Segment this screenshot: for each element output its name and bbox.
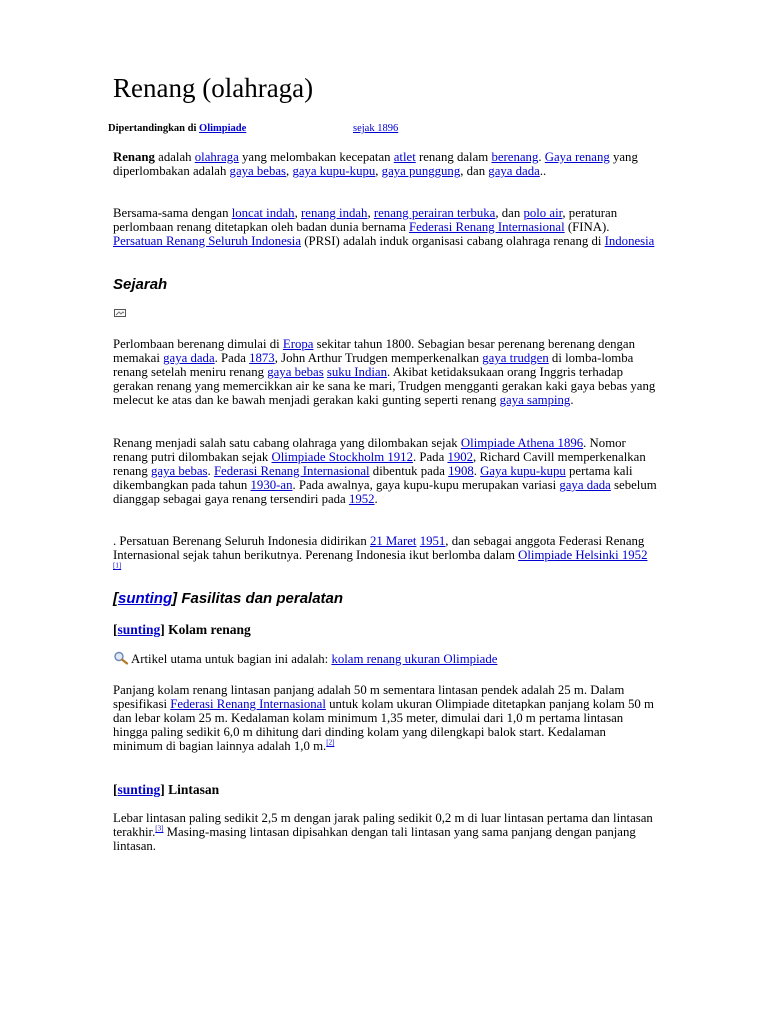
link-gaya-dada[interactable]: gaya dada <box>163 351 215 365</box>
edit-link-lintasan[interactable]: sunting <box>117 782 161 797</box>
reference-1[interactable]: [1] <box>113 561 122 570</box>
link-1951[interactable]: 1951 <box>419 534 446 548</box>
subsection-heading-kolam: [sunting] Kolam renang <box>113 622 251 637</box>
kolam-heading-text: Kolam renang <box>168 622 251 637</box>
link-berenang[interactable]: berenang <box>491 150 539 164</box>
intro-paragraph: Renang adalah olahraga yang melombakan kecepatan atlet renang dalam berenang. Gaya renang yang diperlombakan adalah gaya bebas, gaya kupu-kupu, gaya punggung, dan gaya dada.. <box>113 150 638 178</box>
governance-paragraph: Bersama-sama dengan loncat indah, renang indah, renang perairan terbuka, dan polo air, peraturan perlombaan renang ditetapkan oleh badan dunia bernama Federasi Renang Internasional (FINA). Persatuan Renang Seluruh Indonesia (PRSI) adalah induk organisasi cabang olahraga renang di Indonesia <box>113 206 655 248</box>
link-gaya-bebas[interactable]: gaya bebas <box>151 464 208 478</box>
link-1930-an[interactable]: 1930-an <box>250 478 293 492</box>
link-gaya-trudgen[interactable]: gaya trudgen <box>482 351 549 365</box>
link-1952[interactable]: 1952 <box>348 492 375 506</box>
olympics-label: Dipertandingkan di Olimpiade <box>108 123 247 134</box>
link-renang-indah[interactable]: renang indah <box>301 206 368 220</box>
link-gaya-renang[interactable]: Gaya renang <box>544 150 610 164</box>
link-21-maret[interactable]: 21 Maret <box>369 534 417 548</box>
edit-link-fasilitas[interactable]: sunting <box>118 590 173 607</box>
link-olimpiade-athena-1896[interactable]: Olimpiade Athena 1896 <box>460 436 584 450</box>
link-fina[interactable]: Federasi Renang Internasional <box>170 697 326 711</box>
link-gaya-bebas[interactable]: gaya bebas <box>267 365 324 379</box>
lintasan-heading-text: Lintasan <box>168 782 220 797</box>
link-fina[interactable]: Federasi Renang Internasional <box>213 464 370 478</box>
intro-term: Renang <box>113 150 155 164</box>
edit-link-kolam[interactable]: sunting <box>117 622 161 637</box>
link-gaya-samping[interactable]: gaya samping <box>499 393 571 407</box>
link-olahraga[interactable]: olahraga <box>194 150 239 164</box>
link-gaya-dada[interactable]: gaya dada <box>559 478 611 492</box>
link-1902[interactable]: 1902 <box>447 450 474 464</box>
link-indonesia[interactable]: Indonesia <box>604 234 655 248</box>
section-heading-sejarah: Sejarah <box>113 276 168 293</box>
link-prsi[interactable]: Persatuan Renang Seluruh Indonesia <box>113 234 301 248</box>
link-1908[interactable]: 1908 <box>448 464 474 478</box>
history-paragraph-2: Renang menjadi salah satu cabang olahraga yang dilombakan sejak Olimpiade Athena 1896. Nomor renang putri dilombakan sejak Olimpiade Stockholm 1912. Pada 1902, Richard Cavill memperkenalkan renang gaya bebas. Federasi Renang Internasional dibentuk pada 1908. Gaya kupu-kupu pertama kali dikembangkan pada tahun 1930-an. Pada awalnya, gaya kupu-kupu merupakan variasi gaya dada sebelum dianggap sebagai gaya renang tersendiri pada 1952. <box>113 436 657 506</box>
link-gaya-punggung[interactable]: gaya punggung <box>381 164 461 178</box>
magnifier-icon <box>113 651 131 665</box>
link-kolam-renang-olimpiade[interactable]: kolam renang ukuran Olimpiade <box>331 652 498 666</box>
link-gaya-kupu-kupu[interactable]: Gaya kupu-kupu <box>480 464 566 478</box>
section-heading-fasilitas: [sunting] Fasilitas dan peralatan <box>113 590 344 607</box>
link-gaya-kupu-kupu[interactable]: gaya kupu-kupu <box>292 164 376 178</box>
olimpiade-link[interactable]: Olimpiade <box>199 123 247 134</box>
lane-paragraph: Lebar lintasan paling sedikit 2,5 m dengan jarak paling sedikit 0,2 m di luar lintasan pertama dan lintasan terakhir.[3] Masing-masing lintasan dipisahkan dengan tali lintasan yang sama panjang dengan panjang lintasan. <box>113 811 653 853</box>
infobox-olympics <box>108 122 399 135</box>
link-eropa[interactable]: Eropa <box>282 337 314 351</box>
link-1873[interactable]: 1873 <box>249 351 275 365</box>
subsection-heading-lintasan: [sunting] Lintasan <box>113 782 220 797</box>
link-gaya-dada[interactable]: gaya dada <box>488 164 540 178</box>
history-paragraph-3: . Persatuan Berenang Seluruh Indonesia didirikan 21 Maret 1951, dan sebagai anggota Federasi Renang Internasional sejak tahun berikutnya. Perenang Indonesia ikut berlomba dalam Olimpiade Helsinki 1952 [1] <box>113 534 648 570</box>
main-article-note: Artikel utama untuk bagian ini adalah: kolam renang ukuran Olimpiade <box>113 651 658 666</box>
page-title: Renang (olahraga) <box>113 73 314 103</box>
fasilitas-heading-text: Fasilitas dan peralatan <box>181 590 344 607</box>
link-olimpiade-stockholm-1912[interactable]: Olimpiade Stockholm 1912 <box>271 450 413 464</box>
link-suku-indian[interactable]: suku Indian <box>326 365 387 379</box>
link-polo-air[interactable]: polo air <box>523 206 563 220</box>
since-1896-link[interactable]: sejak 1896 <box>353 123 399 134</box>
reference-3[interactable]: [3] <box>155 824 164 833</box>
broken-image-icon <box>114 309 126 317</box>
link-olimpiade-helsinki-1952[interactable]: Olimpiade Helsinki 1952 <box>518 548 648 562</box>
history-paragraph-1: Perlombaan berenang dimulai di Eropa sekitar tahun 1800. Sebagian besar perenang berenang dengan memakai gaya dada. Pada 1873, John Arthur Trudgen memperkenalkan gaya trudgen di lomba-lomba renang setelah meniru renang gaya bebas suku Indian. Akibat ketidaksukaan orang Inggris terhadap gerakan renang yang memercikkan air ke sana ke mari, Trudgen mengganti gerakan kaki gaya bebas yang melecut ke atas dan ke bawah menjadi gerakan kaki gunting seperti renang gaya samping. <box>113 337 656 407</box>
link-loncat-indah[interactable]: loncat indah <box>231 206 295 220</box>
reference-2[interactable]: [2] <box>326 738 335 747</box>
link-fina[interactable]: Federasi Renang Internasional <box>408 220 565 234</box>
link-gaya-bebas[interactable]: gaya bebas <box>229 164 287 178</box>
link-atlet[interactable]: atlet <box>393 150 416 164</box>
link-renang-perairan-terbuka[interactable]: renang perairan terbuka <box>373 206 496 220</box>
pool-paragraph: Panjang kolam renang lintasan panjang adalah 50 m sementara lintasan pendek adalah 25 m. Dalam spesifikasi Federasi Renang Internasional untuk kolam ukuran Olimpiade ditetapkan panjang kolam 50 m dan lebar kolam 25 m. Kedalaman kolam minimum 1,35 meter, dimulai dari 1,0 m pertama lintasan hingga paling sedikit 6,0 m dihitung dari dinding kolam yang dilengkapi balok start. Kedalaman minimum di bagian lainnya adalah 1,0 m.[2] <box>113 683 654 753</box>
